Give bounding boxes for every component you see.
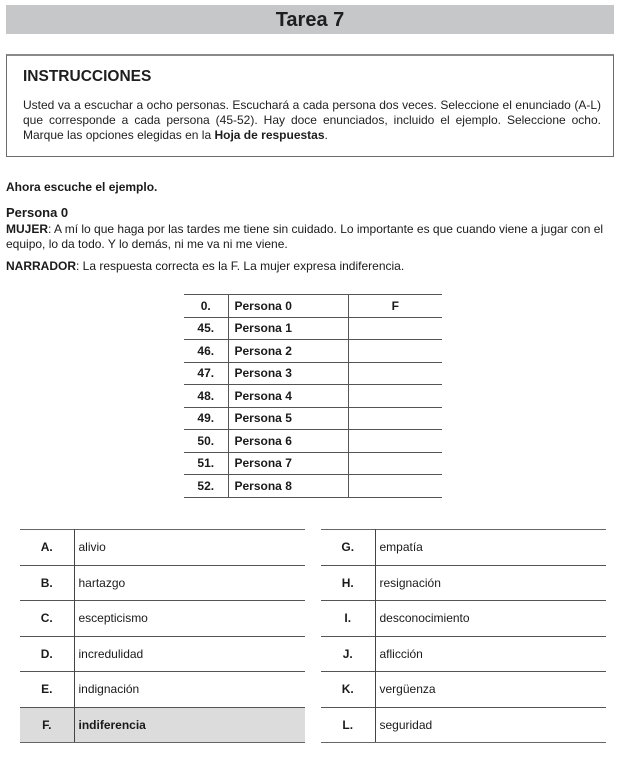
option-label: indignación — [74, 672, 305, 708]
example-persona-heading: Persona 0 — [6, 205, 69, 220]
speaker-label-mujer: MUJER — [6, 222, 49, 236]
option-label: resignación — [375, 565, 606, 601]
option-letter: C. — [20, 601, 74, 637]
row-number: 48. — [184, 385, 228, 408]
row-number: 47. — [184, 362, 228, 385]
row-number: 51. — [184, 452, 228, 475]
persona-name: Persona 6 — [228, 430, 348, 453]
option-letter: E. — [20, 672, 74, 708]
option-label: escepticismo — [74, 601, 305, 637]
example-narrador-line — [6, 259, 404, 273]
task-title-bar — [6, 5, 614, 34]
speaker-label-narrador: NARRADOR — [6, 259, 76, 273]
answer-cell[interactable] — [348, 430, 442, 453]
table-row — [184, 430, 442, 453]
persona-answer-table — [184, 294, 442, 498]
table-row — [184, 475, 442, 498]
answer-cell[interactable] — [348, 340, 442, 363]
answer-cell[interactable] — [348, 317, 442, 340]
option-letter: G. — [321, 530, 375, 566]
options-table-right — [321, 529, 606, 743]
option-row — [321, 707, 606, 743]
option-label: alivio — [74, 530, 305, 566]
option-row — [321, 565, 606, 601]
option-row — [321, 636, 606, 672]
table-row — [184, 385, 442, 408]
table-row — [184, 340, 442, 363]
row-number: 49. — [184, 407, 228, 430]
option-letter: D. — [20, 636, 74, 672]
option-letter: K. — [321, 672, 375, 708]
option-label: hartazgo — [74, 565, 305, 601]
option-row — [321, 672, 606, 708]
task-title: Tarea 7 — [275, 9, 345, 31]
persona-name: Persona 0 — [228, 295, 348, 318]
option-row — [20, 565, 305, 601]
option-letter: A. — [20, 530, 74, 566]
persona-name: Persona 2 — [228, 340, 348, 363]
option-label: aflicción — [375, 636, 606, 672]
option-row — [321, 530, 606, 566]
option-label: seguridad — [375, 707, 606, 743]
options-table-left — [20, 529, 305, 743]
option-row — [321, 601, 606, 637]
table-row — [184, 317, 442, 340]
row-number: 50. — [184, 430, 228, 453]
answer-sheet-reference: Hoja de respuestas — [214, 128, 325, 142]
instructions-text-main: Usted va a escuchar a ocho personas. Escuchará a cada persona dos veces. Seleccione el enunciado (A-L) que corresponde a cada persona (45-52). Hay doce enunciados, incluido el ejemplo. Seleccione ocho. Marque las opciones elegidas en la — [23, 98, 601, 142]
answer-cell[interactable] — [348, 407, 442, 430]
mujer-text: : A mí lo que haga por las tardes me tiene sin cuidado. Lo importante es que cuando viene a jugar con el equipo, lo da todo. Y lo demás, ni me va ni me viene. — [6, 222, 604, 251]
instructions-text — [23, 98, 601, 143]
option-label: indiferencia — [74, 707, 305, 743]
option-letter: J. — [321, 636, 375, 672]
option-label: vergüenza — [375, 672, 606, 708]
option-row — [20, 636, 305, 672]
table-row — [184, 452, 442, 475]
option-row — [20, 672, 305, 708]
persona-name: Persona 1 — [228, 317, 348, 340]
example-intro: Ahora escuche el ejemplo. — [6, 180, 158, 194]
answer-cell[interactable] — [348, 452, 442, 475]
answer-cell[interactable] — [348, 362, 442, 385]
option-letter: L. — [321, 707, 375, 743]
persona-name: Persona 7 — [228, 452, 348, 475]
option-letter: H. — [321, 565, 375, 601]
instructions-box — [6, 54, 614, 157]
narrador-text: : La respuesta correcta es la F. La mujer expresa indiferencia. — [76, 259, 405, 273]
option-letter: I. — [321, 601, 375, 637]
option-letter: B. — [20, 565, 74, 601]
option-label: incredulidad — [74, 636, 305, 672]
option-letter: F. — [20, 707, 74, 743]
persona-name: Persona 8 — [228, 475, 348, 498]
row-number: 0. — [184, 295, 228, 318]
row-number: 45. — [184, 317, 228, 340]
option-row-example-highlighted — [20, 707, 305, 743]
row-number: 46. — [184, 340, 228, 363]
option-row — [20, 601, 305, 637]
instructions-title: INSTRUCCIONES — [23, 68, 152, 85]
answer-cell[interactable] — [348, 475, 442, 498]
option-row — [20, 530, 305, 566]
answer-cell: F — [348, 295, 442, 318]
example-mujer-line — [6, 222, 624, 252]
answer-cell[interactable] — [348, 385, 442, 408]
option-label: empatía — [375, 530, 606, 566]
persona-name: Persona 4 — [228, 385, 348, 408]
row-number: 52. — [184, 475, 228, 498]
table-row — [184, 295, 442, 318]
persona-name: Persona 3 — [228, 362, 348, 385]
persona-name: Persona 5 — [228, 407, 348, 430]
instructions-text-end: . — [324, 128, 328, 142]
option-label: desconocimiento — [375, 601, 606, 637]
table-row — [184, 362, 442, 385]
table-row — [184, 407, 442, 430]
